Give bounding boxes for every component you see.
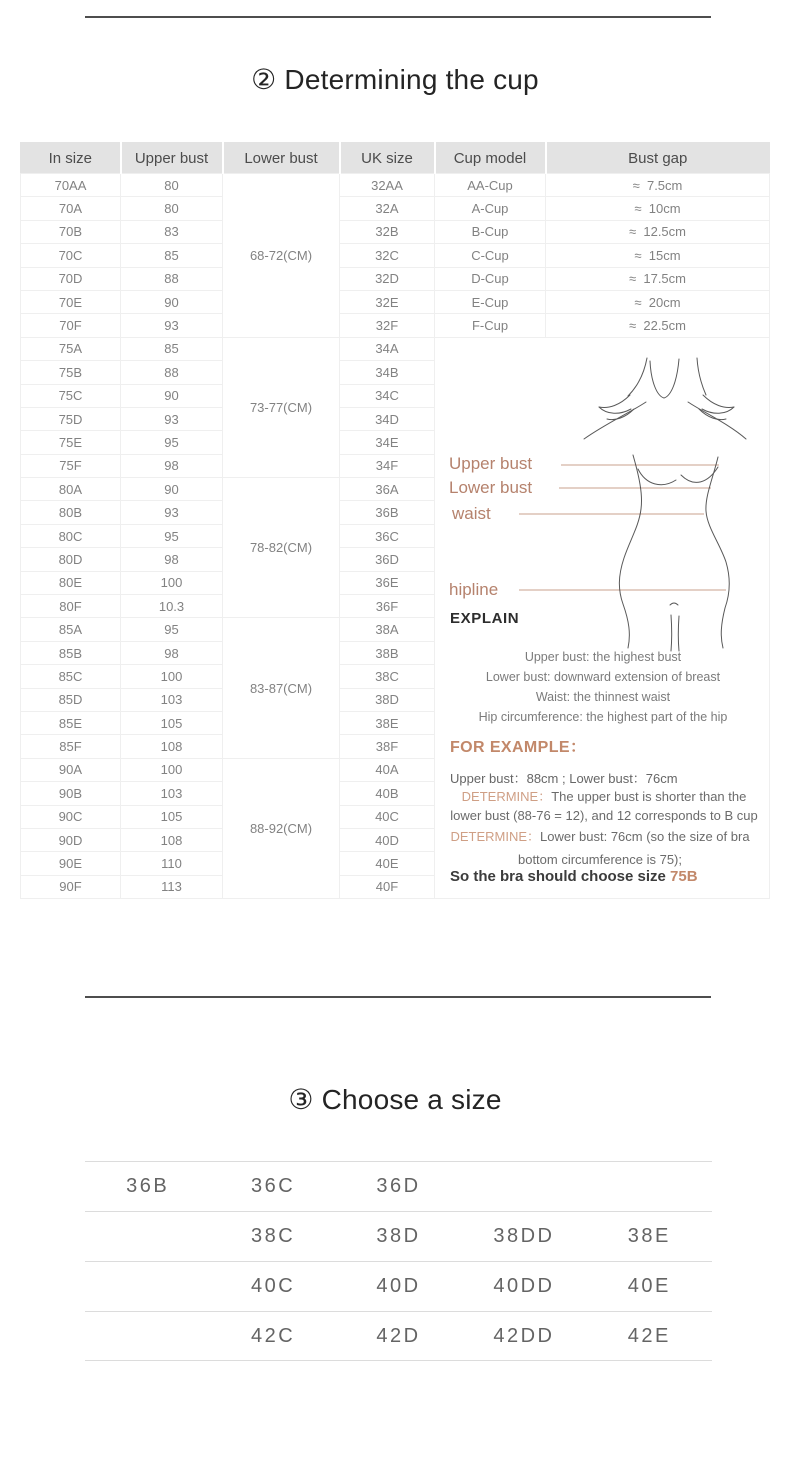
- cell-bust-gap: ≈ 22.5cm: [546, 314, 770, 337]
- explain-heading: EXPLAIN: [450, 610, 520, 628]
- cell-in-size: 70AA: [21, 174, 121, 197]
- cell-upper-bust: 103: [121, 782, 223, 805]
- cell-cup-model: AA-Cup: [435, 174, 546, 197]
- col-header: In size: [21, 143, 121, 174]
- size-cell-empty: [85, 1262, 210, 1311]
- table-row: [21, 197, 770, 220]
- cell-in-size: 80E: [21, 571, 121, 594]
- cell-in-size: 70A: [21, 197, 121, 220]
- cell-cup-model: E-Cup: [435, 290, 546, 313]
- cell-upper-bust: 110: [121, 852, 223, 875]
- cell-upper-bust: 113: [121, 875, 223, 898]
- cell-upper-bust: 100: [121, 665, 223, 688]
- size-option[interactable]: 36B: [126, 1175, 170, 1197]
- table-row: [21, 337, 770, 360]
- cell-in-size: 75B: [21, 361, 121, 384]
- table-row: [21, 314, 770, 337]
- cell-in-size: 70E: [21, 290, 121, 313]
- cell-in-size: 85C: [21, 665, 121, 688]
- size-grid-row: [85, 1161, 712, 1211]
- waist-label: waist: [452, 504, 491, 524]
- cell-in-size: 90A: [21, 758, 121, 781]
- size-option[interactable]: 38E: [627, 1225, 671, 1247]
- cell-uk-size: 32AA: [340, 174, 435, 197]
- cell-in-size: 70C: [21, 244, 121, 267]
- example-measurements: Upper bust：88cm ; Lower bust：76cm: [450, 771, 678, 787]
- cell-uk-size: 32D: [340, 267, 435, 290]
- cell-upper-bust: 10.3: [121, 595, 223, 618]
- cell-upper-bust: 93: [121, 314, 223, 337]
- explain-list: [450, 647, 756, 727]
- size-cell-empty: [85, 1212, 210, 1261]
- table-row: [21, 290, 770, 313]
- upper-bust-label: Upper bust: [449, 454, 533, 474]
- body-measurement-diagram: [435, 338, 769, 897]
- diagram-cell: [435, 337, 770, 898]
- cell-uk-size: 36A: [340, 478, 435, 501]
- determine-text: Lower bust: 76cm (so the size of bra bottom circumference is 75);: [517, 829, 750, 867]
- cell-upper-bust: 95: [121, 618, 223, 641]
- cell-upper-bust: 105: [121, 805, 223, 828]
- cell-in-size: 85F: [21, 735, 121, 758]
- cell-upper-bust: 98: [121, 454, 223, 477]
- cell-in-size: 90E: [21, 852, 121, 875]
- size-option[interactable]: 40D: [376, 1275, 421, 1297]
- cell-uk-size: 34C: [340, 384, 435, 407]
- cell-uk-size: 40C: [340, 805, 435, 828]
- size-grid-row: [85, 1211, 712, 1261]
- determine-label: DETERMINE：: [450, 829, 540, 845]
- cell-bust-gap: ≈ 7.5cm: [546, 174, 770, 197]
- cell-upper-bust: 105: [121, 711, 223, 734]
- explain-line: Lower bust: downward extension of breast: [485, 670, 721, 685]
- size-option[interactable]: 36D: [376, 1175, 421, 1197]
- cell-uk-size: 34E: [340, 431, 435, 454]
- cell-upper-bust: 93: [121, 407, 223, 430]
- size-option[interactable]: 42DD: [493, 1324, 555, 1347]
- cell-uk-size: 38E: [340, 711, 435, 734]
- cell-uk-size: 38C: [340, 665, 435, 688]
- cell-bust-gap: ≈ 15cm: [546, 244, 770, 267]
- cell-upper-bust: 108: [121, 735, 223, 758]
- size-grid: [85, 1161, 712, 1361]
- cell-in-size: 80C: [21, 524, 121, 547]
- size-option[interactable]: 40C: [251, 1275, 296, 1297]
- size-option[interactable]: 38C: [251, 1225, 296, 1247]
- explain-line: Upper bust: the highest bust: [524, 650, 682, 665]
- cell-upper-bust: 93: [121, 501, 223, 524]
- section-divider-mid: [85, 996, 711, 998]
- size-option[interactable]: 40E: [627, 1275, 671, 1297]
- col-header: UK size: [340, 143, 435, 174]
- cell-cup-model: C-Cup: [435, 244, 546, 267]
- section2-title: ② Determining the cup: [251, 64, 539, 95]
- determine-band-paragraph: [450, 826, 750, 871]
- cell-uk-size: 40D: [340, 828, 435, 851]
- cell-upper-bust: 85: [121, 244, 223, 267]
- table-row: [21, 174, 770, 197]
- cell-in-size: 85D: [21, 688, 121, 711]
- determine-cup-paragraph: [450, 787, 758, 825]
- cell-in-size: 70F: [21, 314, 121, 337]
- cell-bust-gap: ≈ 17.5cm: [546, 267, 770, 290]
- cell-in-size: 85E: [21, 711, 121, 734]
- cell-in-size: 75F: [21, 454, 121, 477]
- cell-cup-model: B-Cup: [435, 220, 546, 243]
- size-cell-empty: [587, 1162, 712, 1211]
- explain-line: Hip circumference: the highest part of the hip: [478, 710, 728, 725]
- cell-uk-size: 40F: [340, 875, 435, 898]
- size-chart-table: [20, 142, 770, 899]
- size-option[interactable]: 40DD: [493, 1275, 555, 1297]
- explain-line: Waist: the thinnest waist: [535, 690, 671, 705]
- cell-uk-size: 34B: [340, 361, 435, 384]
- cell-lower-bust: 73-77(CM): [223, 337, 340, 477]
- cell-in-size: 80B: [21, 501, 121, 524]
- size-conclusion: [450, 868, 698, 885]
- cell-lower-bust: 83-87(CM): [223, 618, 340, 758]
- cell-uk-size: 36C: [340, 524, 435, 547]
- cell-in-size: 90C: [21, 805, 121, 828]
- size-grid-row: [85, 1261, 712, 1311]
- cell-in-size: 75C: [21, 384, 121, 407]
- cell-in-size: 80D: [21, 548, 121, 571]
- cell-in-size: 85B: [21, 641, 121, 664]
- cell-uk-size: 36E: [340, 571, 435, 594]
- cell-upper-bust: 100: [121, 571, 223, 594]
- cell-uk-size: 32C: [340, 244, 435, 267]
- cell-upper-bust: 95: [121, 524, 223, 547]
- cell-in-size: 75E: [21, 431, 121, 454]
- col-header: Upper bust: [121, 143, 223, 174]
- determine-label: DETERMINE：: [461, 789, 552, 805]
- size-option[interactable]: 38D: [376, 1225, 421, 1247]
- cell-uk-size: 34D: [340, 407, 435, 430]
- cell-in-size: 75A: [21, 337, 121, 360]
- cell-uk-size: 34F: [340, 454, 435, 477]
- cell-lower-bust: 78-82(CM): [223, 478, 340, 618]
- cell-cup-model: F-Cup: [435, 314, 546, 337]
- conclusion-text: So the bra should choose size: [450, 868, 671, 886]
- table-row: [21, 220, 770, 243]
- table-header-row: [21, 143, 770, 174]
- cell-in-size: 90B: [21, 782, 121, 805]
- size-option[interactable]: 36C: [251, 1175, 296, 1197]
- cell-upper-bust: 98: [121, 641, 223, 664]
- cell-in-size: 90F: [21, 875, 121, 898]
- size-cell-empty: [85, 1312, 210, 1360]
- cell-upper-bust: 103: [121, 688, 223, 711]
- cell-uk-size: 32A: [340, 197, 435, 220]
- cell-upper-bust: 80: [121, 174, 223, 197]
- cell-in-size: 80F: [21, 595, 121, 618]
- cell-in-size: 80A: [21, 478, 121, 501]
- table-row: [21, 267, 770, 290]
- cell-uk-size: 38B: [340, 641, 435, 664]
- cell-uk-size: 38D: [340, 688, 435, 711]
- cell-upper-bust: 95: [121, 431, 223, 454]
- cell-upper-bust: 85: [121, 337, 223, 360]
- size-option[interactable]: 42E: [627, 1324, 671, 1347]
- section-divider-top: [85, 16, 711, 18]
- cell-upper-bust: 90: [121, 384, 223, 407]
- cell-in-size: 70B: [21, 220, 121, 243]
- size-option[interactable]: 38DD: [493, 1225, 555, 1247]
- cell-uk-size: 32F: [340, 314, 435, 337]
- size-option[interactable]: 42C: [251, 1324, 296, 1347]
- cell-upper-bust: 83: [121, 220, 223, 243]
- cell-uk-size: 40A: [340, 758, 435, 781]
- cell-uk-size: 36B: [340, 501, 435, 524]
- cell-in-size: 90D: [21, 828, 121, 851]
- cell-bust-gap: ≈ 10cm: [546, 197, 770, 220]
- cell-uk-size: 32B: [340, 220, 435, 243]
- cell-uk-size: 40E: [340, 852, 435, 875]
- section3-title: ③ Choose a size: [288, 1084, 502, 1115]
- cell-uk-size: 32E: [340, 290, 435, 313]
- cell-in-size: 75D: [21, 407, 121, 430]
- for-example-heading: FOR EXAMPLE：: [450, 739, 587, 757]
- cell-uk-size: 36F: [340, 595, 435, 618]
- col-header: Bust gap: [546, 143, 770, 174]
- col-header: Lower bust: [223, 143, 340, 174]
- cell-lower-bust: 68-72(CM): [223, 174, 340, 338]
- cell-upper-bust: 88: [121, 361, 223, 384]
- recommended-size: 75B: [670, 868, 698, 886]
- size-option[interactable]: 42D: [376, 1324, 421, 1347]
- lower-bust-label: Lower bust: [449, 478, 533, 498]
- cell-upper-bust: 80: [121, 197, 223, 220]
- cell-lower-bust: 88-92(CM): [223, 758, 340, 898]
- cell-upper-bust: 108: [121, 828, 223, 851]
- table-row: [21, 244, 770, 267]
- cell-cup-model: D-Cup: [435, 267, 546, 290]
- cell-uk-size: 40B: [340, 782, 435, 805]
- cell-in-size: 70D: [21, 267, 121, 290]
- size-grid-row: [85, 1311, 712, 1361]
- cell-bust-gap: ≈ 12.5cm: [546, 220, 770, 243]
- size-table-body: [21, 174, 770, 899]
- cell-upper-bust: 88: [121, 267, 223, 290]
- cell-uk-size: 34A: [340, 337, 435, 360]
- col-header: Cup model: [435, 143, 546, 174]
- determine-text: The upper bust is shorter than the lower bust (88-76 = 12), and 12 corresponds to B cup: [450, 789, 758, 824]
- measurement-lines: [519, 465, 726, 590]
- cell-uk-size: 36D: [340, 548, 435, 571]
- cell-upper-bust: 100: [121, 758, 223, 781]
- size-cell-empty: [461, 1162, 586, 1211]
- cell-in-size: 85A: [21, 618, 121, 641]
- cell-cup-model: A-Cup: [435, 197, 546, 220]
- cell-uk-size: 38F: [340, 735, 435, 758]
- cell-uk-size: 38A: [340, 618, 435, 641]
- cell-upper-bust: 90: [121, 290, 223, 313]
- cell-upper-bust: 98: [121, 548, 223, 571]
- hipline-label: hipline: [449, 580, 499, 600]
- cell-upper-bust: 90: [121, 478, 223, 501]
- cell-bust-gap: ≈ 20cm: [546, 290, 770, 313]
